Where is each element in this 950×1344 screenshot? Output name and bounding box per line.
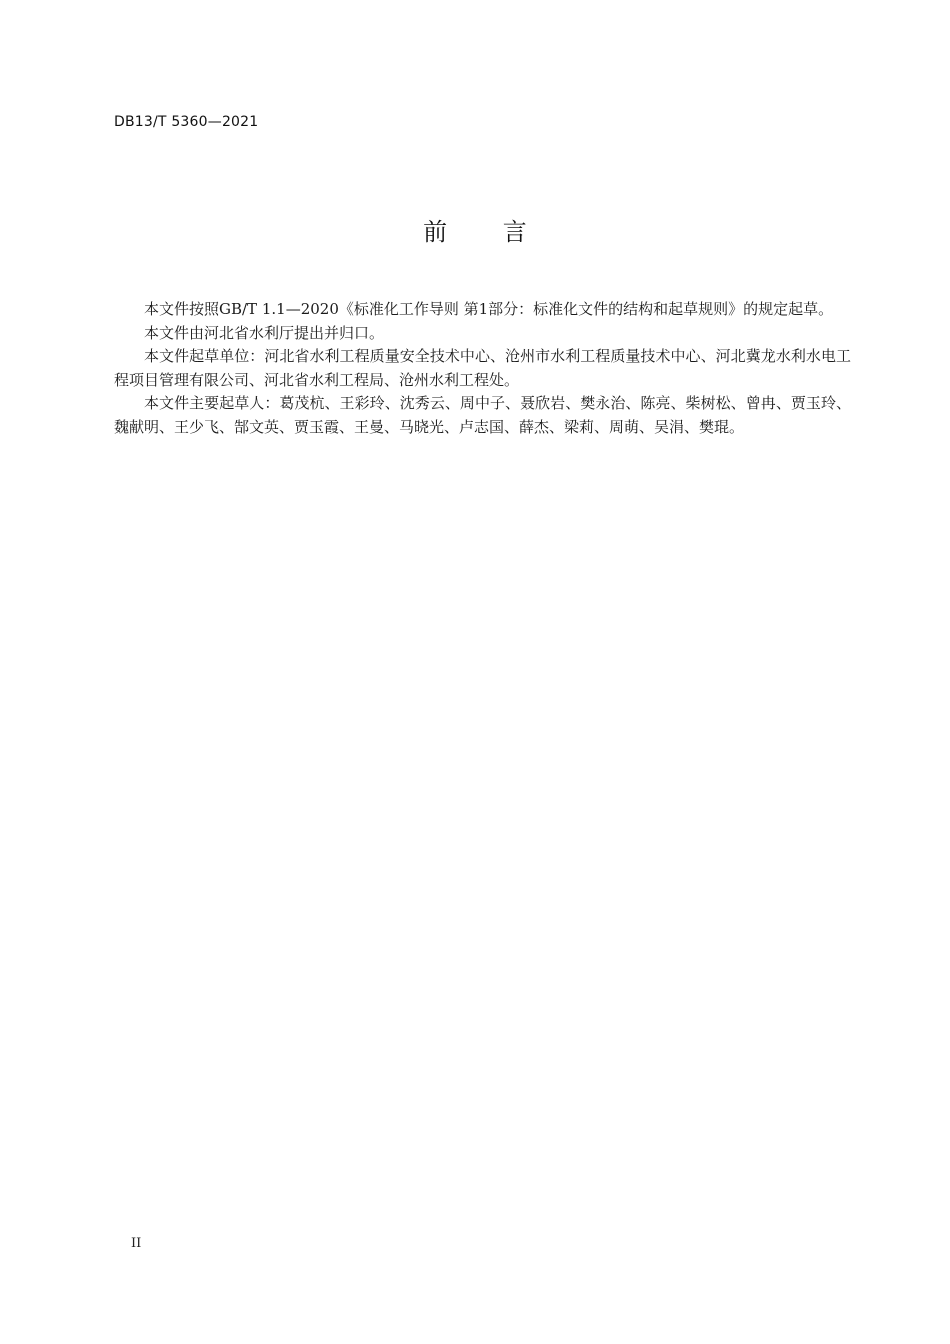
paragraph-proposer: 本文件由河北省水利厅提出并归口。 [144,323,385,342]
page-title: 前 言 [423,218,551,246]
preface-body [114,298,851,439]
document-code: DB13/T 5360—2021 [114,114,259,130]
paragraph-drafting-rules: 本文件按照GB/T 1.1—2020《标准化工作导则 第1部分：标准化文件的结构和起草规则》的规定起草。 [144,300,834,318]
paragraph-drafters: 本文件主要起草人：葛茂杭、王彩玲、沈秀云、周中子、聂欣岩、樊永治、陈亮、柴树松、曾冉、贾玉玲、魏献明、王少飞、郜文英、贾玉霞、王曼、马晓光、卢志国、薛杰、梁莉、周萌、吴涓、樊琨。 [114,394,851,436]
paragraph-drafting-units: 本文件起草单位：河北省水利工程质量安全技术中心、沧州市水利工程质量技术中心、河北冀龙水利水电工程项目管理有限公司、河北省水利工程局、沧州水利工程处。 [114,347,851,389]
page-number: II [131,1236,142,1251]
